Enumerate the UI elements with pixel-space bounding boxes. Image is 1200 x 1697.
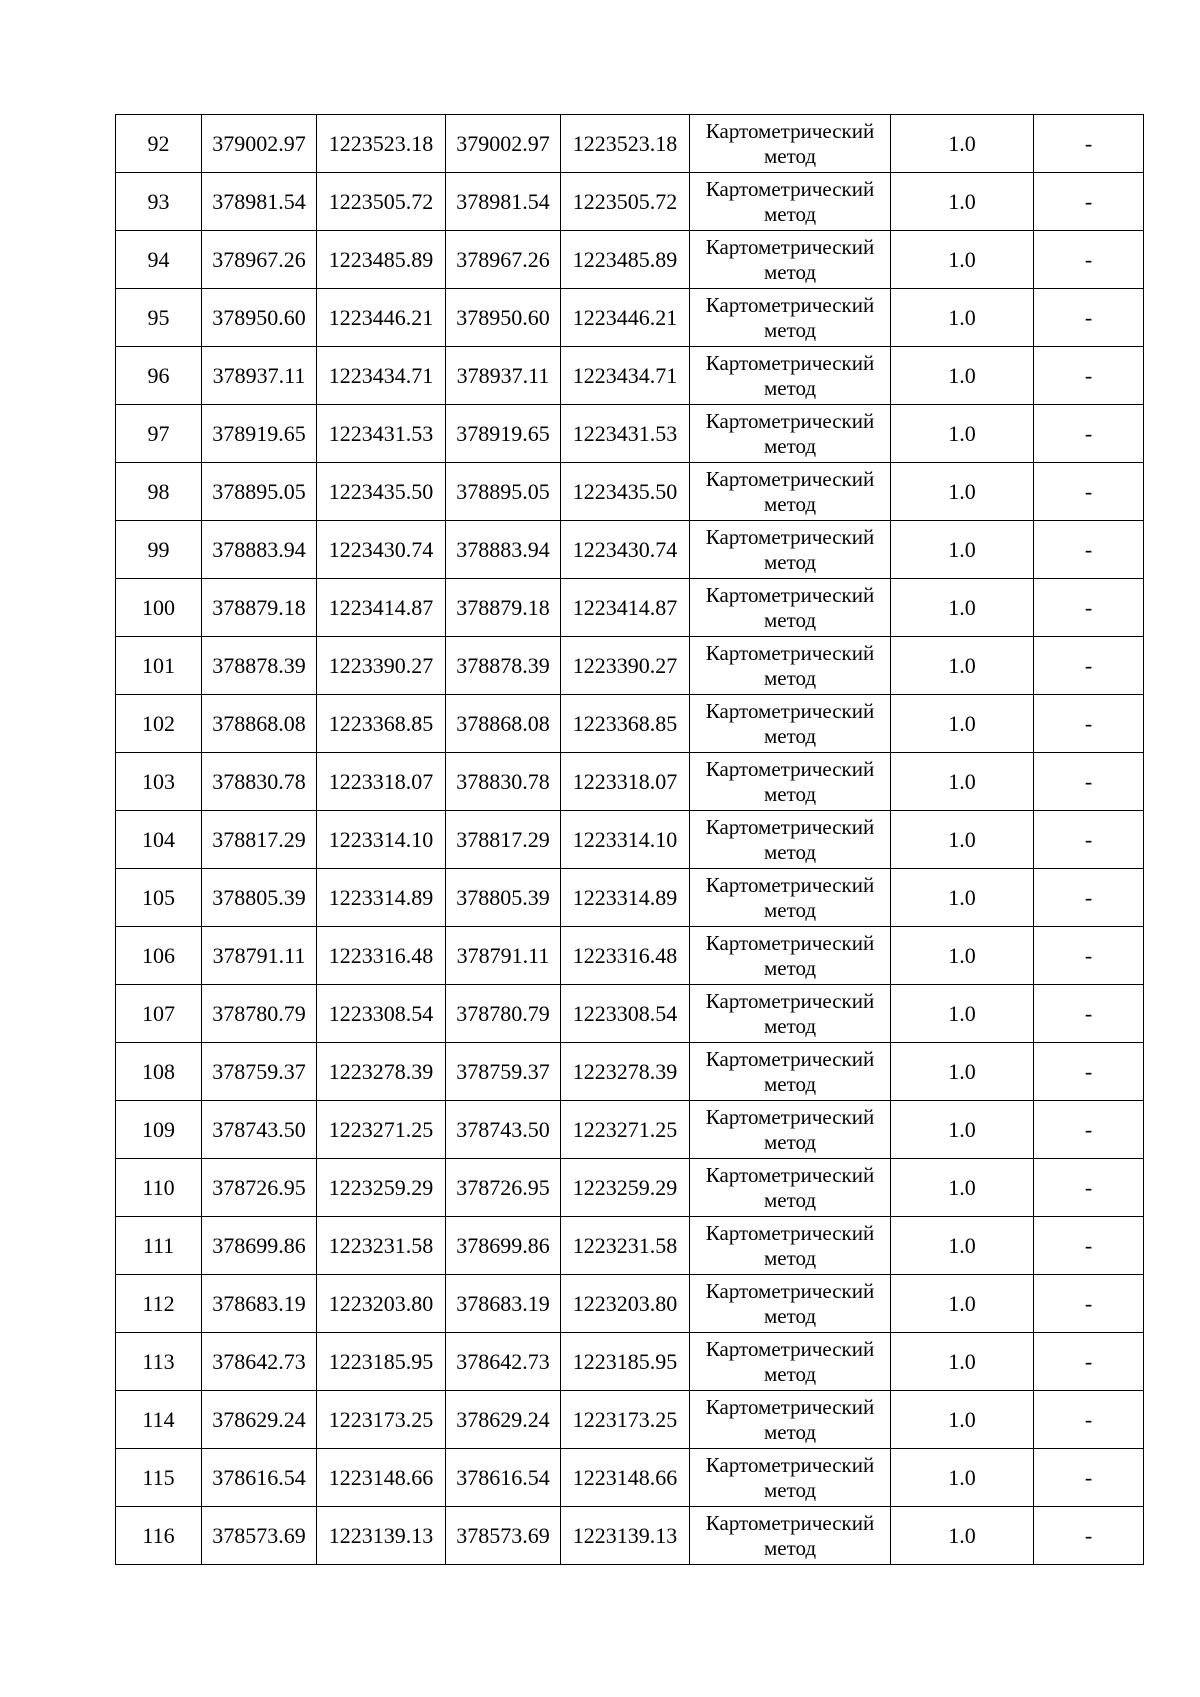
- method-cell: [690, 1507, 891, 1565]
- method-cell: [690, 115, 891, 173]
- table-row: [116, 1217, 1144, 1275]
- table-row: [116, 173, 1144, 231]
- x-existing-cell: 378868.08: [202, 695, 317, 753]
- table-body: [116, 115, 1144, 1565]
- table-row: [116, 1275, 1144, 1333]
- x-new-cell: 378642.73: [446, 1333, 561, 1391]
- x-new-cell: 378919.65: [446, 405, 561, 463]
- y-new-cell: 1223308.54: [561, 985, 690, 1043]
- description-cell: -: [1034, 579, 1144, 637]
- accuracy-cell: 1.0: [891, 521, 1034, 579]
- x-new-cell: 378830.78: [446, 753, 561, 811]
- method-line-1: Картометрический: [705, 234, 875, 259]
- description-cell: -: [1034, 1333, 1144, 1391]
- method-cell: [690, 1043, 891, 1101]
- y-existing-cell: 1223278.39: [317, 1043, 446, 1101]
- point-number-cell: 103: [116, 753, 202, 811]
- x-existing-cell: 378895.05: [202, 463, 317, 521]
- table-row: [116, 1101, 1144, 1159]
- method-line-2: метод: [763, 1071, 817, 1096]
- x-new-cell: 378616.54: [446, 1449, 561, 1507]
- method-line-1: Картометрический: [705, 698, 875, 723]
- x-existing-cell: 378791.11: [202, 927, 317, 985]
- description-cell: -: [1034, 1217, 1144, 1275]
- y-existing-cell: 1223314.10: [317, 811, 446, 869]
- method-cell: [690, 1101, 891, 1159]
- method-cell: [690, 1333, 891, 1391]
- y-existing-cell: 1223435.50: [317, 463, 446, 521]
- accuracy-cell: 1.0: [891, 1507, 1034, 1565]
- method-line-1: Картометрический: [705, 292, 875, 317]
- y-new-cell: 1223390.27: [561, 637, 690, 695]
- x-new-cell: 378879.18: [446, 579, 561, 637]
- table-row: [116, 1449, 1144, 1507]
- description-cell: -: [1034, 231, 1144, 289]
- method-line-1: Картометрический: [705, 1278, 875, 1303]
- method-line-1: Картометрический: [705, 118, 875, 143]
- accuracy-cell: 1.0: [891, 579, 1034, 637]
- method-line-2: метод: [763, 1361, 817, 1386]
- method-line-2: метод: [763, 1013, 817, 1038]
- description-cell: -: [1034, 1159, 1144, 1217]
- method-line-1: Картометрический: [705, 350, 875, 375]
- method-cell: [690, 1217, 891, 1275]
- table-row: [116, 347, 1144, 405]
- point-number-cell: 105: [116, 869, 202, 927]
- description-cell: -: [1034, 115, 1144, 173]
- y-existing-cell: 1223434.71: [317, 347, 446, 405]
- point-number-cell: 111: [116, 1217, 202, 1275]
- description-cell: -: [1034, 1507, 1144, 1565]
- accuracy-cell: 1.0: [891, 1333, 1034, 1391]
- accuracy-cell: 1.0: [891, 231, 1034, 289]
- point-number-cell: 115: [116, 1449, 202, 1507]
- method-cell: [690, 1391, 891, 1449]
- accuracy-cell: 1.0: [891, 753, 1034, 811]
- x-new-cell: 378699.86: [446, 1217, 561, 1275]
- x-existing-cell: 378616.54: [202, 1449, 317, 1507]
- x-existing-cell: 378743.50: [202, 1101, 317, 1159]
- method-line-2: метод: [763, 143, 817, 168]
- x-existing-cell: 378759.37: [202, 1043, 317, 1101]
- method-line-1: Картометрический: [705, 524, 875, 549]
- method-cell: [690, 1159, 891, 1217]
- point-number-cell: 114: [116, 1391, 202, 1449]
- point-number-cell: 95: [116, 289, 202, 347]
- description-cell: -: [1034, 1391, 1144, 1449]
- method-line-2: метод: [763, 1535, 817, 1560]
- x-existing-cell: 378919.65: [202, 405, 317, 463]
- method-cell: [690, 811, 891, 869]
- method-line-2: метод: [763, 549, 817, 574]
- point-number-cell: 99: [116, 521, 202, 579]
- table-row: [116, 869, 1144, 927]
- method-line-2: метод: [763, 491, 817, 516]
- table-row: [116, 1043, 1144, 1101]
- x-new-cell: 378726.95: [446, 1159, 561, 1217]
- x-existing-cell: 378817.29: [202, 811, 317, 869]
- description-cell: -: [1034, 1449, 1144, 1507]
- method-line-2: метод: [763, 607, 817, 632]
- x-existing-cell: 378981.54: [202, 173, 317, 231]
- point-number-cell: 92: [116, 115, 202, 173]
- description-cell: -: [1034, 753, 1144, 811]
- point-number-cell: 113: [116, 1333, 202, 1391]
- y-new-cell: 1223148.66: [561, 1449, 690, 1507]
- x-new-cell: 378629.24: [446, 1391, 561, 1449]
- method-line-2: метод: [763, 955, 817, 980]
- accuracy-cell: 1.0: [891, 463, 1034, 521]
- y-new-cell: 1223485.89: [561, 231, 690, 289]
- y-new-cell: 1223446.21: [561, 289, 690, 347]
- accuracy-cell: 1.0: [891, 1275, 1034, 1333]
- description-cell: -: [1034, 521, 1144, 579]
- point-number-cell: 102: [116, 695, 202, 753]
- y-existing-cell: 1223414.87: [317, 579, 446, 637]
- x-new-cell: 378573.69: [446, 1507, 561, 1565]
- method-line-1: Картометрический: [705, 640, 875, 665]
- y-existing-cell: 1223314.89: [317, 869, 446, 927]
- table-row: [116, 405, 1144, 463]
- method-line-1: Картометрический: [705, 1046, 875, 1071]
- method-line-1: Картометрический: [705, 1452, 875, 1477]
- x-new-cell: 378950.60: [446, 289, 561, 347]
- point-number-cell: 104: [116, 811, 202, 869]
- accuracy-cell: 1.0: [891, 1043, 1034, 1101]
- accuracy-cell: 1.0: [891, 1391, 1034, 1449]
- method-line-2: метод: [763, 317, 817, 342]
- method-line-2: метод: [763, 259, 817, 284]
- accuracy-cell: 1.0: [891, 927, 1034, 985]
- point-number-cell: 98: [116, 463, 202, 521]
- y-new-cell: 1223314.89: [561, 869, 690, 927]
- description-cell: -: [1034, 173, 1144, 231]
- method-line-2: метод: [763, 665, 817, 690]
- method-line-1: Картометрический: [705, 408, 875, 433]
- description-cell: -: [1034, 695, 1144, 753]
- x-existing-cell: 378726.95: [202, 1159, 317, 1217]
- point-number-cell: 107: [116, 985, 202, 1043]
- table-row: [116, 637, 1144, 695]
- x-new-cell: 378683.19: [446, 1275, 561, 1333]
- method-cell: [690, 695, 891, 753]
- accuracy-cell: 1.0: [891, 1101, 1034, 1159]
- method-line-2: метод: [763, 1129, 817, 1154]
- description-cell: -: [1034, 405, 1144, 463]
- point-number-cell: 93: [116, 173, 202, 231]
- method-cell: [690, 521, 891, 579]
- y-new-cell: 1223505.72: [561, 173, 690, 231]
- table-row: [116, 1159, 1144, 1217]
- method-cell: [690, 869, 891, 927]
- x-new-cell: 378868.08: [446, 695, 561, 753]
- y-existing-cell: 1223231.58: [317, 1217, 446, 1275]
- y-existing-cell: 1223203.80: [317, 1275, 446, 1333]
- method-cell: [690, 463, 891, 521]
- x-existing-cell: 378683.19: [202, 1275, 317, 1333]
- accuracy-cell: 1.0: [891, 289, 1034, 347]
- y-new-cell: 1223414.87: [561, 579, 690, 637]
- y-new-cell: 1223259.29: [561, 1159, 690, 1217]
- table-row: [116, 1333, 1144, 1391]
- point-number-cell: 97: [116, 405, 202, 463]
- x-new-cell: 378937.11: [446, 347, 561, 405]
- x-existing-cell: 379002.97: [202, 115, 317, 173]
- x-existing-cell: 378879.18: [202, 579, 317, 637]
- method-line-2: метод: [763, 1245, 817, 1270]
- method-cell: [690, 231, 891, 289]
- accuracy-cell: 1.0: [891, 985, 1034, 1043]
- method-line-2: метод: [763, 723, 817, 748]
- accuracy-cell: 1.0: [891, 173, 1034, 231]
- description-cell: -: [1034, 347, 1144, 405]
- table-row: [116, 695, 1144, 753]
- method-line-1: Картометрический: [705, 1336, 875, 1361]
- table-row: [116, 579, 1144, 637]
- y-existing-cell: 1223446.21: [317, 289, 446, 347]
- method-cell: [690, 347, 891, 405]
- y-existing-cell: 1223139.13: [317, 1507, 446, 1565]
- method-line-2: метод: [763, 781, 817, 806]
- method-cell: [690, 579, 891, 637]
- method-line-1: Картометрический: [705, 872, 875, 897]
- method-line-1: Картометрический: [705, 1162, 875, 1187]
- x-new-cell: 378743.50: [446, 1101, 561, 1159]
- method-cell: [690, 637, 891, 695]
- y-new-cell: 1223203.80: [561, 1275, 690, 1333]
- description-cell: -: [1034, 289, 1144, 347]
- method-line-2: метод: [763, 1187, 817, 1212]
- y-existing-cell: 1223368.85: [317, 695, 446, 753]
- method-line-1: Картометрический: [705, 176, 875, 201]
- point-number-cell: 96: [116, 347, 202, 405]
- x-existing-cell: 378950.60: [202, 289, 317, 347]
- method-line-2: метод: [763, 375, 817, 400]
- method-cell: [690, 405, 891, 463]
- x-existing-cell: 378937.11: [202, 347, 317, 405]
- y-new-cell: 1223231.58: [561, 1217, 690, 1275]
- description-cell: -: [1034, 1043, 1144, 1101]
- description-cell: -: [1034, 927, 1144, 985]
- x-existing-cell: 378642.73: [202, 1333, 317, 1391]
- method-line-2: метод: [763, 897, 817, 922]
- y-new-cell: 1223435.50: [561, 463, 690, 521]
- point-number-cell: 112: [116, 1275, 202, 1333]
- y-existing-cell: 1223318.07: [317, 753, 446, 811]
- y-new-cell: 1223434.71: [561, 347, 690, 405]
- method-line-1: Картометрический: [705, 582, 875, 607]
- x-new-cell: 378805.39: [446, 869, 561, 927]
- x-existing-cell: 378830.78: [202, 753, 317, 811]
- y-new-cell: 1223431.53: [561, 405, 690, 463]
- method-line-1: Картометрический: [705, 1104, 875, 1129]
- accuracy-cell: 1.0: [891, 115, 1034, 173]
- y-new-cell: 1223271.25: [561, 1101, 690, 1159]
- y-existing-cell: 1223185.95: [317, 1333, 446, 1391]
- accuracy-cell: 1.0: [891, 811, 1034, 869]
- method-cell: [690, 1275, 891, 1333]
- table-row: [116, 1507, 1144, 1565]
- x-new-cell: 378759.37: [446, 1043, 561, 1101]
- method-line-1: Картометрический: [705, 466, 875, 491]
- table-row: [116, 463, 1144, 521]
- description-cell: -: [1034, 463, 1144, 521]
- x-existing-cell: 378805.39: [202, 869, 317, 927]
- accuracy-cell: 1.0: [891, 695, 1034, 753]
- x-existing-cell: 378967.26: [202, 231, 317, 289]
- y-new-cell: 1223278.39: [561, 1043, 690, 1101]
- y-new-cell: 1223139.13: [561, 1507, 690, 1565]
- y-existing-cell: 1223316.48: [317, 927, 446, 985]
- x-existing-cell: 378883.94: [202, 521, 317, 579]
- y-new-cell: 1223185.95: [561, 1333, 690, 1391]
- table-row: [116, 985, 1144, 1043]
- table-row: [116, 289, 1144, 347]
- method-line-1: Картометрический: [705, 756, 875, 781]
- method-line-1: Картометрический: [705, 1510, 875, 1535]
- method-line-2: метод: [763, 1303, 817, 1328]
- coordinates-table: [115, 114, 1144, 1565]
- point-number-cell: 100: [116, 579, 202, 637]
- method-cell: [690, 927, 891, 985]
- y-existing-cell: 1223430.74: [317, 521, 446, 579]
- x-existing-cell: 378878.39: [202, 637, 317, 695]
- x-new-cell: 378895.05: [446, 463, 561, 521]
- accuracy-cell: 1.0: [891, 1217, 1034, 1275]
- point-number-cell: 110: [116, 1159, 202, 1217]
- y-new-cell: 1223523.18: [561, 115, 690, 173]
- x-existing-cell: 378780.79: [202, 985, 317, 1043]
- y-existing-cell: 1223431.53: [317, 405, 446, 463]
- method-cell: [690, 173, 891, 231]
- accuracy-cell: 1.0: [891, 869, 1034, 927]
- point-number-cell: 116: [116, 1507, 202, 1565]
- method-line-2: метод: [763, 433, 817, 458]
- accuracy-cell: 1.0: [891, 1159, 1034, 1217]
- accuracy-cell: 1.0: [891, 405, 1034, 463]
- method-cell: [690, 753, 891, 811]
- method-line-2: метод: [763, 1419, 817, 1444]
- method-cell: [690, 1449, 891, 1507]
- y-existing-cell: 1223271.25: [317, 1101, 446, 1159]
- method-line-1: Картометрический: [705, 1220, 875, 1245]
- y-existing-cell: 1223173.25: [317, 1391, 446, 1449]
- method-line-2: метод: [763, 201, 817, 226]
- x-new-cell: 379002.97: [446, 115, 561, 173]
- description-cell: -: [1034, 1275, 1144, 1333]
- y-new-cell: 1223314.10: [561, 811, 690, 869]
- method-line-2: метод: [763, 1477, 817, 1502]
- accuracy-cell: 1.0: [891, 347, 1034, 405]
- method-line-1: Картометрический: [705, 988, 875, 1013]
- y-new-cell: 1223318.07: [561, 753, 690, 811]
- x-new-cell: 378967.26: [446, 231, 561, 289]
- table-row: [116, 811, 1144, 869]
- table-row: [116, 115, 1144, 173]
- x-new-cell: 378791.11: [446, 927, 561, 985]
- accuracy-cell: 1.0: [891, 637, 1034, 695]
- point-number-cell: 106: [116, 927, 202, 985]
- x-existing-cell: 378699.86: [202, 1217, 317, 1275]
- description-cell: -: [1034, 869, 1144, 927]
- description-cell: -: [1034, 1101, 1144, 1159]
- y-existing-cell: 1223505.72: [317, 173, 446, 231]
- y-existing-cell: 1223390.27: [317, 637, 446, 695]
- y-existing-cell: 1223148.66: [317, 1449, 446, 1507]
- y-new-cell: 1223430.74: [561, 521, 690, 579]
- method-line-1: Картометрический: [705, 814, 875, 839]
- table-row: [116, 521, 1144, 579]
- x-existing-cell: 378629.24: [202, 1391, 317, 1449]
- method-cell: [690, 289, 891, 347]
- point-number-cell: 108: [116, 1043, 202, 1101]
- table-row: [116, 927, 1144, 985]
- point-number-cell: 109: [116, 1101, 202, 1159]
- y-existing-cell: 1223259.29: [317, 1159, 446, 1217]
- y-existing-cell: 1223523.18: [317, 115, 446, 173]
- description-cell: -: [1034, 985, 1144, 1043]
- accuracy-cell: 1.0: [891, 1449, 1034, 1507]
- table-row: [116, 231, 1144, 289]
- point-number-cell: 101: [116, 637, 202, 695]
- method-line-1: Картометрический: [705, 1394, 875, 1419]
- x-new-cell: 378883.94: [446, 521, 561, 579]
- method-cell: [690, 985, 891, 1043]
- x-new-cell: 378981.54: [446, 173, 561, 231]
- y-new-cell: 1223316.48: [561, 927, 690, 985]
- x-new-cell: 378817.29: [446, 811, 561, 869]
- description-cell: -: [1034, 637, 1144, 695]
- y-new-cell: 1223368.85: [561, 695, 690, 753]
- point-number-cell: 94: [116, 231, 202, 289]
- table-row: [116, 1391, 1144, 1449]
- method-line-1: Картометрический: [705, 930, 875, 955]
- x-existing-cell: 378573.69: [202, 1507, 317, 1565]
- method-line-2: метод: [763, 839, 817, 864]
- y-existing-cell: 1223308.54: [317, 985, 446, 1043]
- table-row: [116, 753, 1144, 811]
- x-new-cell: 378878.39: [446, 637, 561, 695]
- y-existing-cell: 1223485.89: [317, 231, 446, 289]
- x-new-cell: 378780.79: [446, 985, 561, 1043]
- description-cell: -: [1034, 811, 1144, 869]
- y-new-cell: 1223173.25: [561, 1391, 690, 1449]
